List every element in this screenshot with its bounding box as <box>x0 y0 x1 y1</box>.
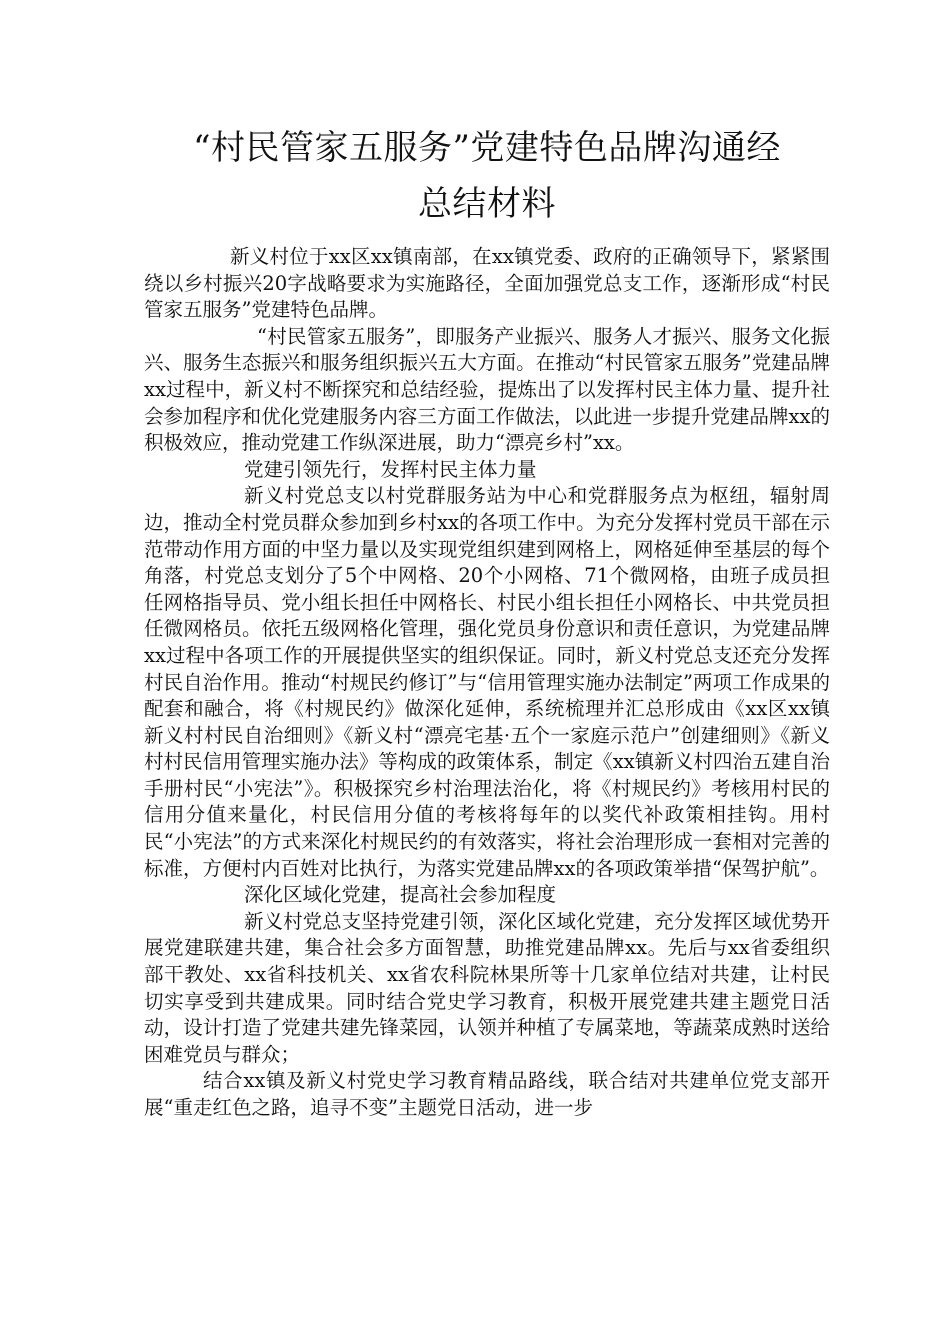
paragraph-section-2: 新义村党总支坚持党建引领，深化区域化党建，充分发挥区域优势开展党建联建共建，集合社会多方面智慧，助推党建品牌xx。先后与xx省委组织部干教处、xx省科技机关、xx省农科院林果所等十几家单位结对共建，让村民切实享受到共建成果。同时结合党史学习教育，积极开展党建共建主题党日活动，设计打造了党建共建先锋菜园，认领并种植了专属菜地，等蔬菜成熟时送给困难党员与群众； <box>144 909 830 1066</box>
paragraph-intro: 新义村位于xx区xx镇南部，在xx镇党委、政府的正确领导下，紧紧围绕以乡村振兴20字战略要求为实施路径，全面加强党总支工作，逐渐形成“村民管家五服务”党建特色品牌。 <box>144 245 830 322</box>
title-line-2: 总结材料 <box>418 184 556 224</box>
section-heading-2: 深化区域化党建，提高社会参加程度 <box>244 883 557 907</box>
document-page <box>144 120 830 1122</box>
paragraph-five-services: “村民管家五服务”，即服务产业振兴、服务人才振兴、服务文化振兴、服务生态振兴和服务组织振兴五大方面。在推动“村民管家五服务”党建品牌xx过程中，新义村不断探究和总结经验，提炼出了以发挥村民主体力量、提升社会参加程序和优化党建服务内容三方面工作做法，以此进一步提升党建品牌xx的积极效应，推动党建工作纵深进展，助力“漂亮乡村”xx。 <box>144 324 830 455</box>
paragraph-section-1: 新义村党总支以村党群服务站为中心和党群服务点为枢纽，辐射周边，推动全村党员群众参加到乡村xx的各项工作中。为充分发挥村党员干部在示范带动作用方面的中坚力量以及实现党组织建到网格上，网格延伸至基层的每个角落，村党总支划分了5个中网格、20个小网格、71个微网格，由班子成员担任网格指导员、党小组长担任中网格长、村民小组长担任小网格长、中共党员担任微网格员。依托五级网格化管理，强化党员身份意识和责任意识，为党建品牌xx过程中各项工作的开展提供坚实的组织保证。同时，新义村党总支还充分发挥村民自治作用。推动“村规民约修订”与“信用管理实施办法制定”两项工作成果的配套和融合，将《村规民约》做深化延伸，系统梳理并汇总形成由《xx区xx镇新义村村民自治细则》《新义村“漂亮宅基·五个一家庭示范户”创建细则》《新义村村民信用管理实施办法》等构成的政策体系，制定《xx镇新义村四治五建自治手册村民“小宪法”》。积极探究乡村治理法治化，将《村规民约》考核用村民的信用分值来量化，村民信用分值的考核将每年的以奖代补政策相挂钩。用村民“小宪法”的方式来深化村规民约的有效落实，将社会治理形成一套相对完善的标准，方便村内百姓对比执行，为落实党建品牌xx的各项政策举措“保驾护航”。 <box>144 484 830 880</box>
section-heading-1: 党建引领先行，发挥村民主体力量 <box>244 457 537 481</box>
title-line-1: “村民管家五服务”党建特色品牌沟通经 <box>193 128 781 168</box>
document-title <box>144 120 830 232</box>
paragraph-section-2-continued: 结合xx镇及新义村党史学习教育精品路线，联合结对共建单位党支部开展“重走红色之路，追寻不变”主题党日活动，进一步 <box>144 1069 830 1119</box>
